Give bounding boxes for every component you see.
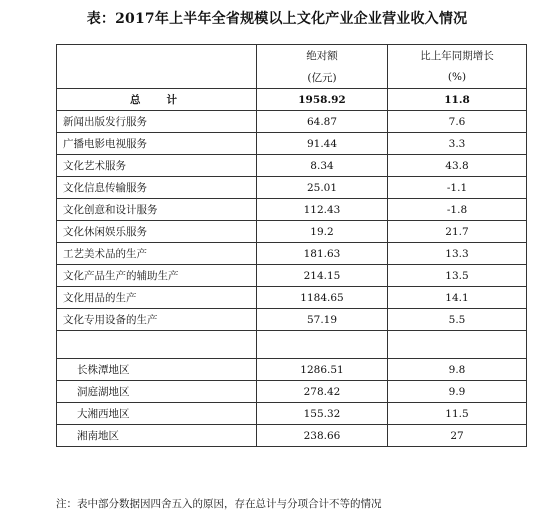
row-label: 文化艺术服务: [57, 155, 257, 177]
row-change: 14.1: [388, 287, 527, 309]
row-label: 文化产品生产的辅助生产: [57, 265, 257, 287]
row-label: 新闻出版发行服务: [57, 111, 257, 133]
table-title: 表：2017年上半年全省规模以上文化产业企业营业收入情况: [86, 11, 468, 27]
table-row: [57, 265, 527, 287]
row-change: 13.3: [388, 243, 527, 265]
industry-rows: [57, 111, 527, 331]
total-value: 1958.92: [257, 89, 388, 111]
row-label: 工艺美术品的生产: [57, 243, 257, 265]
table-row: [57, 381, 527, 403]
header-value: 绝对额: [257, 45, 388, 67]
row-change: 9.8: [388, 359, 527, 381]
row-value: 91.44: [257, 133, 388, 155]
total-label: 总计: [57, 89, 257, 111]
spacer-row: [57, 331, 527, 359]
table-row: [57, 309, 527, 331]
table-row: [57, 403, 527, 425]
total-row: [57, 89, 527, 111]
header-change: 比上年同期增长: [388, 45, 527, 67]
row-value: 25.01: [257, 177, 388, 199]
table-row: [57, 359, 527, 381]
row-label: 文化专用设备的生产: [57, 309, 257, 331]
row-label: 长株潭地区: [57, 359, 257, 381]
table-row: [57, 199, 527, 221]
header-blank-cell: [57, 45, 257, 89]
region-rows: [57, 359, 527, 447]
row-label: 湘南地区: [57, 425, 257, 447]
row-value: 214.15: [257, 265, 388, 287]
row-label: 洞庭湖地区: [57, 381, 257, 403]
table-row: [57, 133, 527, 155]
row-label: 大湘西地区: [57, 403, 257, 425]
row-change: -1.8: [388, 199, 527, 221]
table-row: [57, 287, 527, 309]
row-value: 155.32: [257, 403, 388, 425]
table-note: 注：表中部分数据因四舍五入的原因，存在总计与分项合计不等的情况: [56, 498, 382, 510]
row-value: 64.87: [257, 111, 388, 133]
row-value: 8.34: [257, 155, 388, 177]
row-change: 43.8: [388, 155, 527, 177]
table-row: [57, 155, 527, 177]
row-value: 1184.65: [257, 287, 388, 309]
table-row: [57, 221, 527, 243]
row-label: 文化创意和设计服务: [57, 199, 257, 221]
header-value-unit: (亿元): [257, 67, 388, 89]
total-change: 11.8: [388, 89, 527, 111]
row-change: 7.6: [388, 111, 527, 133]
row-change: -1.1: [388, 177, 527, 199]
row-value: 181.63: [257, 243, 388, 265]
row-change: 21.7: [388, 221, 527, 243]
spacer-cell: [57, 331, 257, 359]
row-value: 19.2: [257, 221, 388, 243]
row-value: 238.66: [257, 425, 388, 447]
table-row: [57, 243, 527, 265]
table-row: [57, 111, 527, 133]
spacer-cell: [388, 331, 527, 359]
row-change: 13.5: [388, 265, 527, 287]
table-row: [57, 177, 527, 199]
row-label: 文化用品的生产: [57, 287, 257, 309]
spacer-cell: [257, 331, 388, 359]
header-change-unit: (%): [388, 67, 527, 89]
row-change: 27: [388, 425, 527, 447]
revenue-table: [56, 44, 527, 447]
row-value: 112.43: [257, 199, 388, 221]
header-row-top: [57, 45, 527, 67]
table-row: [57, 425, 527, 447]
row-value: 278.42: [257, 381, 388, 403]
row-change: 5.5: [388, 309, 527, 331]
row-change: 11.5: [388, 403, 527, 425]
row-value: 1286.51: [257, 359, 388, 381]
row-label: 广播电影电视服务: [57, 133, 257, 155]
row-label: 文化信息传输服务: [57, 177, 257, 199]
row-label: 文化休闲娱乐服务: [57, 221, 257, 243]
row-value: 57.19: [257, 309, 388, 331]
row-change: 3.3: [388, 133, 527, 155]
row-change: 9.9: [388, 381, 527, 403]
